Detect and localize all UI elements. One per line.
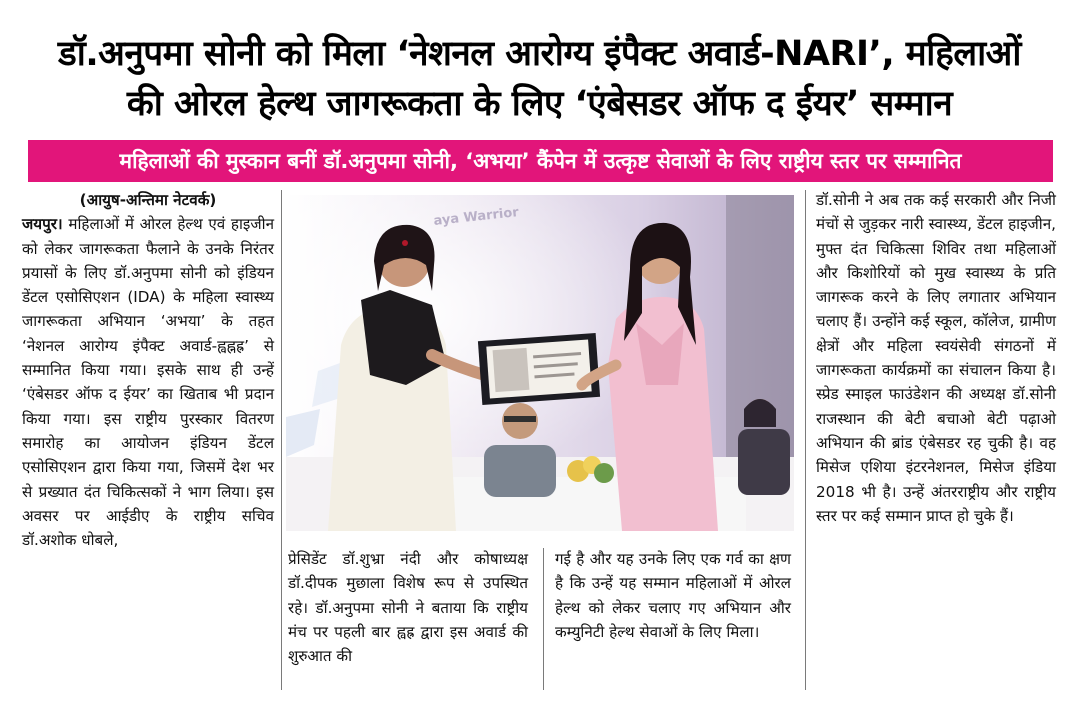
award-certificate (478, 333, 600, 405)
article-text: महिलाओं में ओरल हेल्थ एवं हाइजीन को लेकर जागरूकता फैलाने के उनके निरंतर प्रयासों के लिए डॉ.अनुपमा सोनी को इंडियन डेंटल एसोसिएशन (IDA) के महिला स्वास्थ्य जागरूकता अभियान ‘अभया’ के तहत ‘नेशनल आरोग्य इंपैक्ट अवार्ड-ह्वह्नह्र’ से सम्मानित किया गया। इसके साथ ही उन्हें ‘एंबेसडर ऑफ द ईयर’ का खिताब भी प्रदान किया गया। इस राष्ट्रीय पुरस्कार वितरण समारोह का आयोजन इंडियन डेंटल एसोसिएशन द्वारा किया गया, जिसमें देश भर से प्रख्यात दंत चिकित्सकों ने भाग लिया। इस अवसर पर आईडीए के राष्ट्रीय सचिव डॉ.अशोक धोबले, (22, 215, 274, 550)
article-column-3 (555, 547, 791, 644)
column-divider (805, 190, 806, 690)
byline: (आयुष-अन्तिमा नेटवर्क) (79, 191, 217, 209)
article-column-4 (816, 188, 1056, 528)
column-divider (543, 548, 544, 690)
column-divider (281, 190, 282, 690)
article-text: प्रेसिडेंट डॉ.शुभ्रा नंदी और कोषाध्यक्ष डॉ.दीपक मुछाला विशेष रूप से उपस्थित रहे। डॉ.अनुपमा सोनी ने बताया कि राष्ट्रीय मंच पर पहली बार ह्वह्र द्वारा इस अवार्ड की शुरुआत की (288, 550, 528, 666)
article-column-2 (288, 547, 528, 668)
subheadline-bar: महिलाओं की मुस्कान बनीं डॉ.अनुपमा सोनी, ‘अभया’ कैंपेन में उत्कृष्ट सेवाओं के लिए राष्ट्रीय स्तर पर सम्मानित (28, 140, 1053, 182)
headline-line-2: की ओरल हेल्थ जागरूकता के लिए ‘एंबेसडर ऑफ द ईयर’ सम्मान (126, 84, 953, 125)
headline-line-1: डॉ.अनुपमा सोनी को मिला ‘नेशनल आरोग्य इंपैक्ट अवार्ड-NARI’, महिलाओं (58, 34, 1021, 75)
award-ceremony-photo (286, 195, 794, 531)
dateline: जयपुर। (22, 215, 63, 234)
article-column-1 (22, 188, 274, 552)
headline (0, 29, 1079, 129)
article-text: डॉ.सोनी ने अब तक कई सरकारी और निजी मंचों से जुड़कर नारी स्वास्थ्य, डेंटल हाइजीन, मुफ्त दंत चिकित्सा शिविर तथा महिलाओं और किशोरियों को मुख स्वास्थ्य के प्रति जागरूक करने के लिए लगातार अभियान चलाए हैं। उन्होंने कई स्कूल, कॉलेज, ग्रामीण क्षेत्रों और महिला स्वयंसेवी संगठनों में जागरूकता कार्यक्रमों का संचालन किया है। स्प्रेड स्माइल फाउंडेशन की अध्यक्ष डॉ.सोनी राजस्थान की बेटी बचाओ बेटी पढ़ाओ अभियान की ब्रांड एंबेसडर रह चुकी है। वह मिसेज एशिया इंटरनेशनल, मिसेज इंडिया 2018 भी है। उन्हें अंतरराष्ट्रीय और राष्ट्रीय स्तर पर कई सम्मान प्राप्त हो चुके हैं। (816, 191, 1056, 525)
backdrop-text: aya Warrior (432, 205, 520, 229)
article-text: गई है और यह उनके लिए एक गर्व का क्षण है कि उन्हें यह सम्मान महिलाओं में ओरल हेल्थ को लेकर चलाए गए अभियान और कम्युनिटी हेल्थ सेवाओं के लिए मिला। (555, 550, 791, 641)
